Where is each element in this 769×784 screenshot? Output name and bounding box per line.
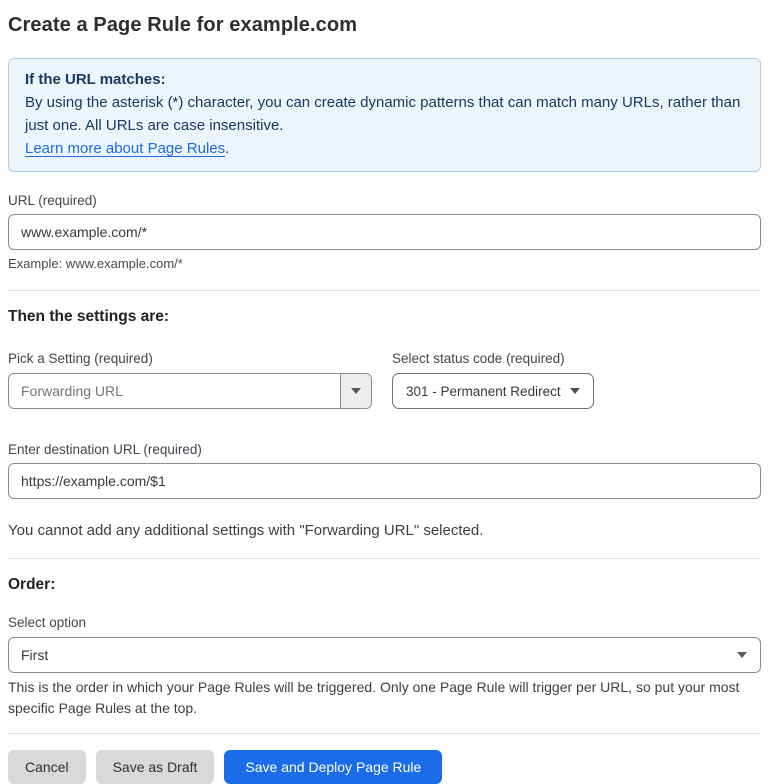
footer-button-row xyxy=(8,750,761,784)
url-input[interactable] xyxy=(8,214,761,250)
order-select[interactable] xyxy=(8,637,761,673)
divider xyxy=(8,733,761,734)
chevron-down-icon xyxy=(570,388,580,394)
chevron-down-icon xyxy=(737,652,747,658)
divider xyxy=(8,558,761,559)
info-box-body: By using the asterisk (*) character, you can create dynamic patterns that can match many URLs, rather than just one. All URLs are case insensitive. xyxy=(25,94,741,134)
destination-url-input[interactable] xyxy=(8,463,761,499)
order-select-label: Select option xyxy=(8,615,87,630)
settings-row xyxy=(8,350,761,409)
status-code-value: 301 - Permanent Redirect xyxy=(406,383,561,399)
setting-picker-label: Pick a Setting (required) xyxy=(8,351,153,366)
order-helper-text: This is the order in which your Page Rules will be triggered. Only one Page Rule will trigger per URL, so put your most specific Page Rules at the top. xyxy=(8,679,740,716)
destination-url-label: Enter destination URL (required) xyxy=(8,442,202,457)
setting-picker-column xyxy=(8,350,372,409)
settings-section-heading: Then the settings are: xyxy=(8,308,170,325)
status-code-dropdown[interactable] xyxy=(392,373,594,409)
order-section-heading: Order: xyxy=(8,576,56,593)
cancel-button[interactable]: Cancel xyxy=(8,750,86,784)
save-as-draft-button[interactable]: Save as Draft xyxy=(96,750,215,784)
info-box-link-line xyxy=(25,137,744,160)
learn-more-link[interactable]: Learn more about Page Rules xyxy=(25,140,226,157)
chevron-down-icon xyxy=(351,388,361,394)
url-match-info-box xyxy=(8,58,761,172)
url-field-label: URL (required) xyxy=(8,193,97,208)
order-select-value: First xyxy=(21,647,49,663)
setting-picker-value: Forwarding URL xyxy=(21,383,123,399)
setting-picker-arrow-button[interactable] xyxy=(340,374,371,408)
forwarding-url-note: You cannot add any additional settings with "Forwarding URL" selected. xyxy=(8,522,484,539)
status-code-label: Select status code (required) xyxy=(392,351,565,366)
save-and-deploy-button[interactable]: Save and Deploy Page Rule xyxy=(224,750,442,784)
url-example-helper: Example: www.example.com/* xyxy=(8,256,183,271)
setting-picker-dropdown[interactable] xyxy=(8,373,372,409)
info-box-heading: If the URL matches: xyxy=(25,71,166,88)
divider xyxy=(8,290,761,291)
status-code-column xyxy=(392,350,594,409)
page-title: Create a Page Rule for example.com xyxy=(8,14,358,36)
link-suffix: . xyxy=(225,140,230,157)
